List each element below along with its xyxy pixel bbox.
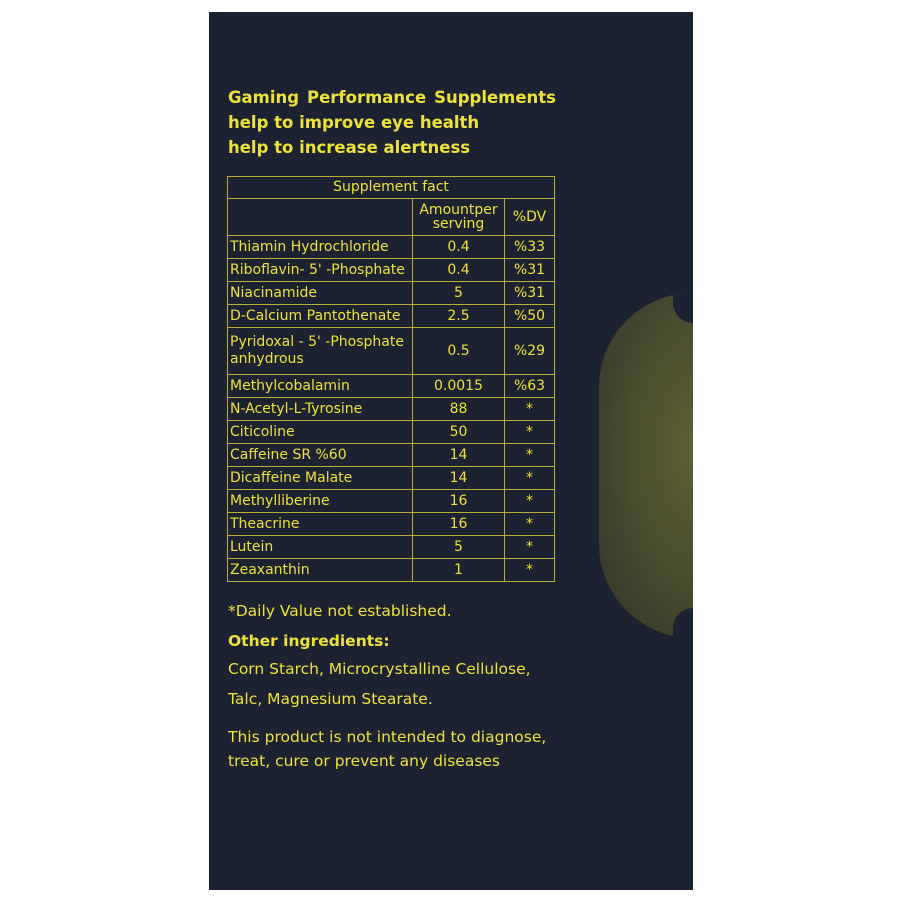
ingredient-amount: 16 bbox=[413, 513, 505, 536]
table-row bbox=[228, 513, 555, 536]
ingredient-amount: 14 bbox=[413, 467, 505, 490]
ingredient-name: Caffeine SR %60 bbox=[228, 444, 413, 467]
daily-value-note: *Daily Value not established. bbox=[228, 602, 452, 620]
ingredient-amount: 5 bbox=[413, 282, 505, 305]
ingredient-dv: %31 bbox=[505, 282, 555, 305]
table-title: Supplement fact bbox=[228, 177, 555, 199]
table-header-row bbox=[228, 199, 555, 236]
ingredient-dv: %31 bbox=[505, 259, 555, 282]
header-amount-line1: Amountper bbox=[419, 202, 498, 218]
ingredient-amount: 5 bbox=[413, 536, 505, 559]
ingredient-amount: 0.4 bbox=[413, 259, 505, 282]
supplement-facts-table bbox=[227, 176, 555, 582]
ingredient-amount: 2.5 bbox=[413, 305, 505, 328]
ingredient-name: Lutein bbox=[228, 536, 413, 559]
ingredient-amount: 88 bbox=[413, 398, 505, 421]
ingredient-amount: 0.4 bbox=[413, 236, 505, 259]
header-name-cell bbox=[228, 199, 413, 236]
table-row bbox=[228, 467, 555, 490]
ingredient-name: Zeaxanthin bbox=[228, 559, 413, 582]
ingredient-dv: * bbox=[505, 490, 555, 513]
ingredient-name: Dicaffeine Malate bbox=[228, 467, 413, 490]
ingredient-amount: 16 bbox=[413, 490, 505, 513]
ingredient-amount: 0.0015 bbox=[413, 375, 505, 398]
benefit-alertness: help to increase alertness bbox=[228, 138, 471, 157]
other-ingredients-line1: Corn Starch, Microcrystalline Cellulose, bbox=[228, 660, 531, 678]
ingredient-dv: * bbox=[505, 536, 555, 559]
ingredient-name: D-Calcium Pantothenate bbox=[228, 305, 413, 328]
table-title-row bbox=[228, 177, 555, 199]
ingredient-name: Citicoline bbox=[228, 421, 413, 444]
package-tab bbox=[599, 293, 693, 638]
table-row bbox=[228, 328, 555, 375]
table-row bbox=[228, 444, 555, 467]
table-row bbox=[228, 259, 555, 282]
ingredient-name: Niacinamide bbox=[228, 282, 413, 305]
table-row bbox=[228, 421, 555, 444]
headline-word-1: Gaming bbox=[228, 88, 300, 107]
table-row bbox=[228, 398, 555, 421]
ingredient-name: Methylcobalamin bbox=[228, 375, 413, 398]
ingredient-dv: * bbox=[505, 398, 555, 421]
ingredient-dv: %33 bbox=[505, 236, 555, 259]
ingredient-amount: 14 bbox=[413, 444, 505, 467]
table-row bbox=[228, 236, 555, 259]
table-row bbox=[228, 305, 555, 328]
ingredient-name: Pyridoxal - 5' -Phosphate anhydrous bbox=[228, 328, 413, 375]
table-row bbox=[228, 490, 555, 513]
header-dv: %DV bbox=[505, 199, 555, 236]
table-row bbox=[228, 559, 555, 582]
ingredient-dv: * bbox=[505, 559, 555, 582]
tab-notch-bottom bbox=[673, 608, 693, 638]
ingredient-amount: 1 bbox=[413, 559, 505, 582]
headline-word-3: Supplements bbox=[434, 88, 556, 107]
table-row bbox=[228, 375, 555, 398]
ingredient-name: Methylliberine bbox=[228, 490, 413, 513]
ingredient-dv: * bbox=[505, 467, 555, 490]
ingredient-name: Thiamin Hydrochloride bbox=[228, 236, 413, 259]
tab-notch-top bbox=[673, 293, 693, 323]
ingredient-name: Riboflavin- 5' -Phosphate bbox=[228, 259, 413, 282]
header-amount bbox=[413, 199, 505, 236]
disclaimer-line1: This product is not intended to diagnose, bbox=[228, 728, 547, 746]
ingredient-dv: * bbox=[505, 421, 555, 444]
headline bbox=[228, 88, 556, 107]
other-ingredients-line2: Talc, Magnesium Stearate. bbox=[228, 690, 433, 708]
table-row bbox=[228, 536, 555, 559]
disclaimer-line2: treat, cure or prevent any diseases bbox=[228, 752, 501, 770]
other-ingredients-heading: Other ingredients: bbox=[228, 632, 390, 650]
table-row bbox=[228, 282, 555, 305]
ingredient-amount: 0.5 bbox=[413, 328, 505, 375]
ingredient-dv: %29 bbox=[505, 328, 555, 375]
ingredient-dv: %50 bbox=[505, 305, 555, 328]
ingredient-dv: * bbox=[505, 513, 555, 536]
header-amount-line2: serving bbox=[432, 216, 485, 232]
ingredient-name: N-Acetyl-L-Tyrosine bbox=[228, 398, 413, 421]
benefit-eye-health: help to improve eye health bbox=[228, 113, 480, 132]
ingredient-name: Theacrine bbox=[228, 513, 413, 536]
ingredient-dv: %63 bbox=[505, 375, 555, 398]
ingredient-dv: * bbox=[505, 444, 555, 467]
ingredient-amount: 50 bbox=[413, 421, 505, 444]
headline-word-2: Performance bbox=[307, 88, 427, 107]
